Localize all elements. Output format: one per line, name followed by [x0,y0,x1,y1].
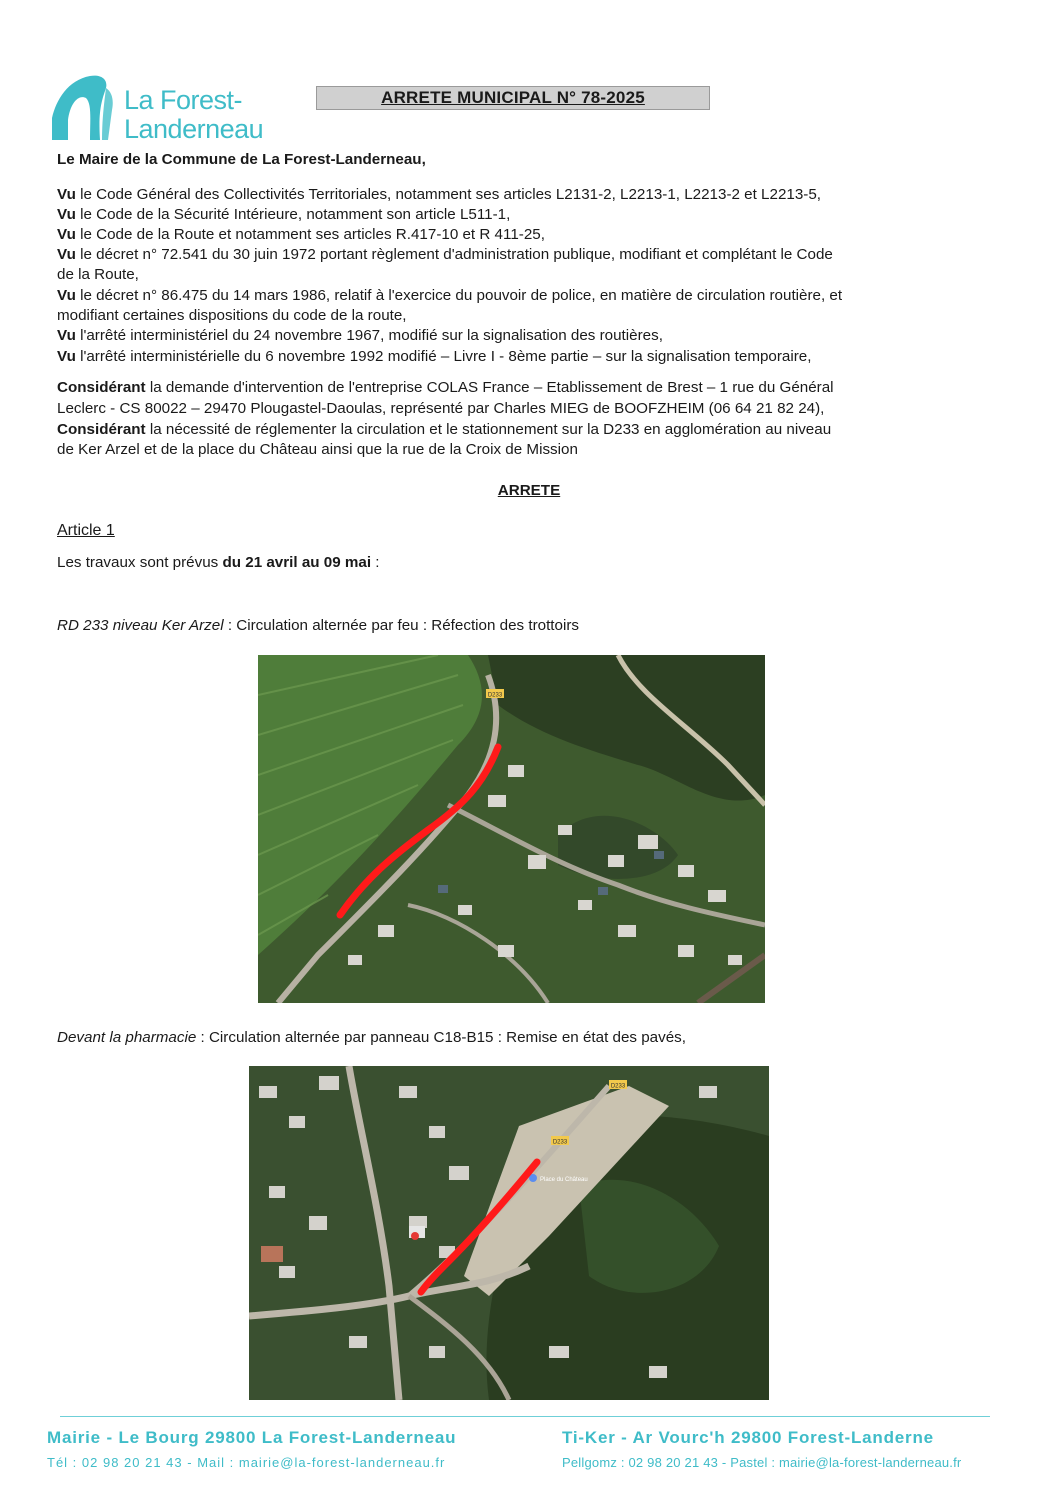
vu-text: le Code de la Route et notamment ses articles R.417-10 et R 411-25, [75,226,545,243]
dates-range: du 21 avril au 09 mai [222,554,372,571]
road-label: D233 [487,692,503,699]
vu-keyword: Vu [57,327,76,344]
document-title: ARRETE MUNICIPAL N° 78-2025 [381,88,645,107]
considerant-text: la demande d'intervention de l'entreprise COLAS France – Etablissement de Brest – 1 rue du Général [145,379,834,396]
article-dates [57,553,380,573]
vu-line [57,225,545,245]
map-place-du-chateau [249,1066,769,1400]
road-label-a: D233 [610,1083,626,1090]
vu-keyword: Vu [57,348,76,365]
work1-location: RD 233 niveau Ker Arzel [57,617,224,634]
footer-divider [60,1416,990,1417]
vu-keyword: Vu [57,226,76,243]
footer-address-fr: Mairie - Le Bourg 29800 La Forest-Landerneau [47,1428,457,1447]
vu-keyword: Vu [57,206,76,223]
vu-keyword: Vu [57,186,76,203]
article-title: Article 1 [57,522,115,539]
vu-text: le Code de la Sécurité Intérieure, notamment son article L511-1, [75,206,511,223]
considerant-line-cont: de Ker Arzel et de la place du Château ainsi que la rue de la Croix de Mission [57,441,578,458]
considerant-keyword: Considérant [57,379,146,396]
vu-text: le décret n° 72.541 du 30 juin 1972 portant règlement d'administration publique, modifiant et complétant le Code [75,246,833,263]
logo-line-2: Landerneau [124,114,264,144]
considerant-text: la nécessité de réglementer la circulation et le stationnement sur la D233 en agglomération au niveau [145,421,832,438]
road-label-b: D233 [552,1139,568,1146]
place-label: Place du Château [540,1177,588,1183]
vu-text: le Code Général des Collectivités Territoriales, notamment ses articles L2131-2, L2213-1, L2213-2 et L2213-5, [75,186,822,203]
considerant-line-cont: Leclerc - CS 80022 – 29470 Plougastel-Daoulas, représenté par Charles MIEG de BOOFZHEIM (06 64 21 82 24), [57,400,825,417]
footer-contact-fr: Tél : 02 98 20 21 43 - Mail : mairie@la-forest-landerneau.fr [47,1455,446,1470]
arrete-heading: ARRETE [497,482,561,499]
vu-line [57,205,510,225]
vu-text: l'arrêté interministérielle du 6 novembre 1992 modifié – Livre I - 8ème partie – sur la signalisation temporaire, [75,348,812,365]
vu-line [57,347,811,367]
work1-caption [57,616,579,636]
work2-description: : Circulation alternée par panneau C18-B15 : Remise en état des pavés, [196,1029,686,1046]
considerant-line [57,378,834,398]
vu-text: le décret n° 86.475 du 14 mars 1986, relatif à l'exercice du pouvoir de police, en matière de circulation routière, et [75,287,843,304]
vu-keyword: Vu [57,246,76,263]
vu-line-cont: modifiant certaines dispositions du code de la route, [57,307,407,324]
arch-logo-icon [46,70,126,150]
footer-contact-br: Pellgomz : 02 98 20 21 43 - Pastel : mairie@la-forest-landerneau.fr [562,1455,962,1470]
logo-wordmark [124,86,263,144]
intro-line: Le Maire de la Commune de La Forest-Landerneau, [57,151,426,168]
vu-keyword: Vu [57,287,76,304]
logo-line-1: La Forest- [124,85,243,115]
vu-line [57,286,842,306]
vu-line [57,185,821,205]
considerant-keyword: Considérant [57,421,146,438]
footer-address-br: Ti-Ker - Ar Vourc'h 29800 Forest-Landerne [562,1428,934,1447]
work2-caption [57,1028,686,1048]
map-ker-arzel [258,655,765,1003]
vu-line [57,326,663,346]
dates-suffix: : [371,554,380,571]
vu-line-cont: de la Route, [57,266,139,283]
vu-line [57,245,833,265]
considerant-line [57,420,831,440]
vu-text: l'arrêté interministériel du 24 novembre 1967, modifié sur la signalisation des routières, [75,327,663,344]
dates-prefix: Les travaux sont prévus [57,554,223,571]
work2-location: Devant la pharmacie [57,1029,197,1046]
work1-description: : Circulation alternée par feu : Réfection des trottoirs [223,617,579,634]
